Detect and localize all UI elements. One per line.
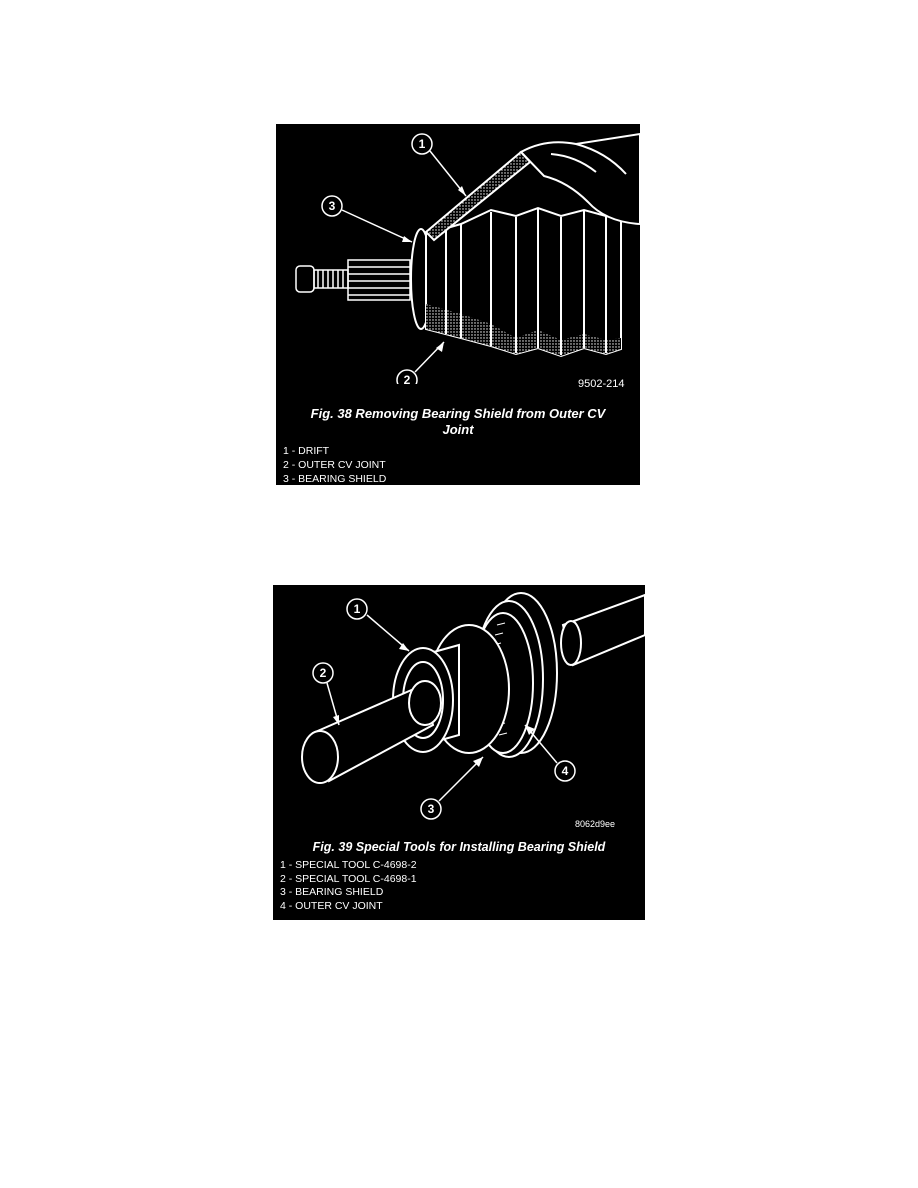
- figure-39: [273, 585, 645, 920]
- cv-boot: [426, 208, 621, 356]
- svg-text:3: 3: [427, 802, 435, 816]
- callout-2: [397, 342, 444, 384]
- svg-text:3: 3: [328, 199, 336, 213]
- figure-caption: Fig. 38 Removing Bearing Shield from Outer CV Joint: [310, 406, 606, 437]
- legend-item: 2 - SPECIAL TOOL C-4698-1: [280, 872, 417, 885]
- svg-text:1: 1: [418, 137, 426, 151]
- callout-1: [412, 134, 466, 196]
- cv-joint-drift-illustration: [276, 124, 640, 384]
- legend-item: 4 - OUTER CV JOINT: [280, 899, 383, 912]
- callout-4: [525, 725, 575, 781]
- threaded-shaft: [296, 260, 410, 300]
- figure-legend: [283, 444, 386, 485]
- legend-item: 3 - BEARING SHIELD: [280, 886, 384, 898]
- svg-text:2: 2: [319, 666, 327, 680]
- legend-item: 3 - BEARING SHIELD: [283, 473, 387, 485]
- special-tool-c-4698-1: [302, 681, 441, 783]
- figure-code: 9502-214: [578, 378, 625, 390]
- figure-caption: Fig. 39 Special Tools for Installing Bearing Shield: [312, 840, 606, 854]
- svg-text:2: 2: [403, 373, 411, 384]
- svg-text:1: 1: [353, 602, 361, 616]
- figure-legend: [280, 859, 417, 913]
- callout-2: [313, 663, 339, 725]
- svg-text:4: 4: [561, 764, 569, 778]
- callout-3: [322, 196, 412, 242]
- legend-item: 2 - OUTER CV JOINT: [283, 459, 386, 471]
- legend-item: 1 - SPECIAL TOOL C-4698-2: [280, 859, 417, 871]
- callout-1: [347, 599, 409, 651]
- special-tools-illustration: [273, 585, 645, 830]
- figure-38: [276, 124, 640, 485]
- figure-code: 8062d9ee: [575, 819, 616, 829]
- axle-shaft: [561, 595, 645, 665]
- legend-item: 1 - DRIFT: [283, 445, 330, 457]
- callout-3: [421, 757, 483, 819]
